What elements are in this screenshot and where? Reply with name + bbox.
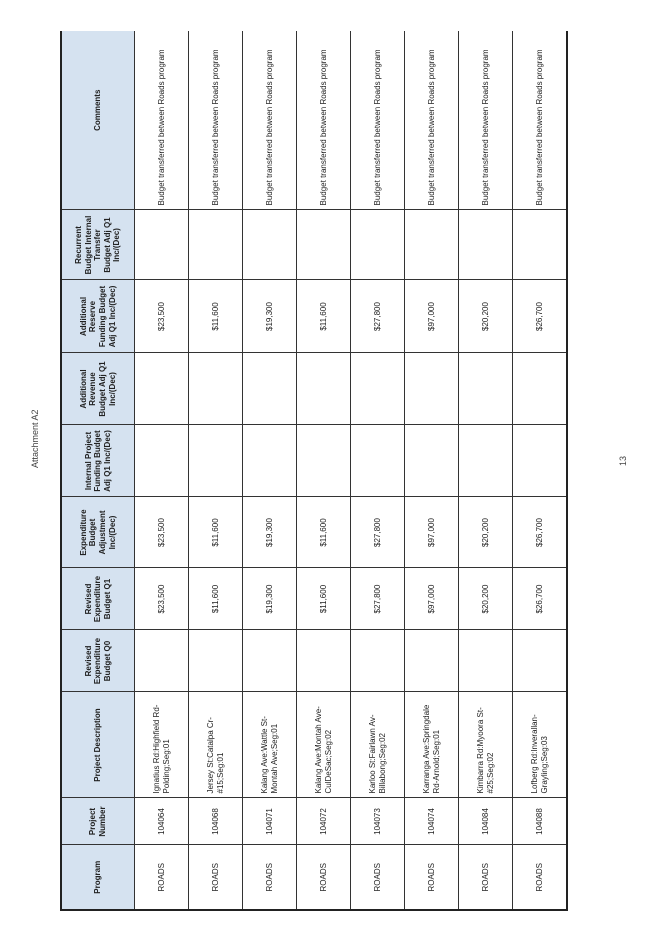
col-internal-project-funding: Internal Project Funding Budget Adj Q1 Inc/(Dec) bbox=[61, 425, 135, 497]
cell-expenditure-adjustment: $11,600 bbox=[297, 497, 351, 568]
cell-project-number: 104088 bbox=[513, 798, 568, 845]
cell-program: ROADS bbox=[135, 845, 189, 910]
cell-additional-reserve: $20,200 bbox=[459, 280, 513, 353]
col-additional-revenue: Additional Revenue Budget Adj Q1 Inc/(Dec) bbox=[61, 353, 135, 425]
cell-project-number: 104074 bbox=[405, 798, 459, 845]
cell-project-description: Kalang Ave:Montah Ave-CulDeSac;Seg:02 bbox=[297, 692, 351, 798]
cell-recurrent-transfer bbox=[135, 210, 189, 280]
cell-additional-reserve: $19,300 bbox=[243, 280, 297, 353]
cell-internal-project-funding bbox=[243, 425, 297, 497]
cell-expenditure-adjustment: $23,500 bbox=[135, 497, 189, 568]
cell-revised-q1: $20,200 bbox=[459, 568, 513, 630]
cell-internal-project-funding bbox=[351, 425, 405, 497]
cell-program: ROADS bbox=[189, 845, 243, 910]
cell-additional-revenue bbox=[405, 353, 459, 425]
cell-project-description: Karloo St:Fairlawn Av-Billabong;Seg:02 bbox=[351, 692, 405, 798]
cell-additional-reserve: $26,700 bbox=[513, 280, 568, 353]
cell-comments: Budget transferred between Roads program bbox=[405, 31, 459, 210]
cell-comments: Budget transferred between Roads program bbox=[513, 31, 568, 210]
cell-recurrent-transfer bbox=[513, 210, 568, 280]
cell-additional-reserve: $27,800 bbox=[351, 280, 405, 353]
col-project-description: Project Description bbox=[61, 692, 135, 798]
cell-additional-revenue bbox=[351, 353, 405, 425]
cell-project-number: 104068 bbox=[189, 798, 243, 845]
cell-comments: Budget transferred between Roads program bbox=[459, 31, 513, 210]
col-project-number: Project Number bbox=[61, 798, 135, 845]
page-number: 13 bbox=[618, 456, 628, 467]
cell-comments: Budget transferred between Roads program bbox=[243, 31, 297, 210]
cell-revised-q0 bbox=[243, 630, 297, 692]
table-row bbox=[351, 31, 405, 910]
col-revised-q0: Revised Expenditure Budget Q0 bbox=[61, 630, 135, 692]
cell-comments: Budget transferred between Roads program bbox=[189, 31, 243, 210]
col-comments: Comments bbox=[61, 31, 135, 210]
cell-additional-reserve: $97,000 bbox=[405, 280, 459, 353]
cell-comments: Budget transferred between Roads program bbox=[297, 31, 351, 210]
cell-project-description: Kimbarra Rd:Myoora St-#25;Seg:02 bbox=[459, 692, 513, 798]
cell-additional-revenue bbox=[243, 353, 297, 425]
cell-revised-q1: $11,600 bbox=[189, 568, 243, 630]
cell-revised-q0 bbox=[459, 630, 513, 692]
cell-program: ROADS bbox=[405, 845, 459, 910]
table-row bbox=[297, 31, 351, 910]
cell-program: ROADS bbox=[297, 845, 351, 910]
cell-additional-reserve: $11,600 bbox=[189, 280, 243, 353]
cell-revised-q1: $27,800 bbox=[351, 568, 405, 630]
cell-revised-q1: $23,500 bbox=[135, 568, 189, 630]
col-program: Program bbox=[61, 845, 135, 910]
cell-internal-project-funding bbox=[513, 425, 568, 497]
cell-project-description: Ignatius Rd:Highfield Rd-Polding;Seg:01 bbox=[135, 692, 189, 798]
cell-expenditure-adjustment: $27,800 bbox=[351, 497, 405, 568]
cell-revised-q0 bbox=[513, 630, 568, 692]
cell-revised-q1: $11,600 bbox=[297, 568, 351, 630]
table-row bbox=[135, 31, 189, 910]
cell-project-number: 104064 bbox=[135, 798, 189, 845]
cell-expenditure-adjustment: $26,700 bbox=[513, 497, 568, 568]
cell-recurrent-transfer bbox=[297, 210, 351, 280]
cell-project-description: Kalang Ave:Wattle St-Montah Ave;Seg:01 bbox=[243, 692, 297, 798]
cell-project-number: 104071 bbox=[243, 798, 297, 845]
table-row bbox=[243, 31, 297, 910]
table-frame bbox=[60, 31, 568, 911]
cell-expenditure-adjustment: $20,200 bbox=[459, 497, 513, 568]
cell-expenditure-adjustment: $97,000 bbox=[405, 497, 459, 568]
cell-program: ROADS bbox=[351, 845, 405, 910]
cell-additional-revenue bbox=[135, 353, 189, 425]
cell-project-description: Lofberg Rd:Inverallan-Grayling;Seg:03 bbox=[513, 692, 568, 798]
cell-internal-project-funding bbox=[189, 425, 243, 497]
cell-revised-q0 bbox=[189, 630, 243, 692]
cell-program: ROADS bbox=[459, 845, 513, 910]
cell-recurrent-transfer bbox=[189, 210, 243, 280]
cell-additional-revenue bbox=[297, 353, 351, 425]
cell-recurrent-transfer bbox=[459, 210, 513, 280]
cell-revised-q0 bbox=[351, 630, 405, 692]
cell-revised-q1: $19,300 bbox=[243, 568, 297, 630]
cell-project-number: 104072 bbox=[297, 798, 351, 845]
cell-comments: Budget transferred between Roads program bbox=[135, 31, 189, 210]
cell-revised-q1: $26,700 bbox=[513, 568, 568, 630]
cell-additional-revenue bbox=[459, 353, 513, 425]
cell-project-description: Karranga Ave:Springdale Rd-Arnold;Seg:01 bbox=[405, 692, 459, 798]
col-revised-q1: Revised Expenditure Budget Q1 bbox=[61, 568, 135, 630]
cell-project-number: 104073 bbox=[351, 798, 405, 845]
rotated-page bbox=[60, 31, 568, 911]
cell-additional-reserve: $23,500 bbox=[135, 280, 189, 353]
budget-adjustment-table bbox=[60, 31, 568, 911]
cell-revised-q1: $97,000 bbox=[405, 568, 459, 630]
table-row bbox=[459, 31, 513, 910]
col-recurrent-transfer: Recurrent Budget Internal Transfer Budget Adj Q1 Inc/(Dec) bbox=[61, 210, 135, 280]
cell-project-description: Jersey St:Catalpa Cr-#15;Seg:01 bbox=[189, 692, 243, 798]
cell-additional-reserve: $11,600 bbox=[297, 280, 351, 353]
cell-internal-project-funding bbox=[297, 425, 351, 497]
cell-program: ROADS bbox=[513, 845, 568, 910]
cell-additional-revenue bbox=[513, 353, 568, 425]
cell-expenditure-adjustment: $11,600 bbox=[189, 497, 243, 568]
attachment-label: Attachment A2 bbox=[30, 409, 40, 468]
cell-expenditure-adjustment: $19,300 bbox=[243, 497, 297, 568]
cell-revised-q0 bbox=[297, 630, 351, 692]
cell-internal-project-funding bbox=[135, 425, 189, 497]
cell-internal-project-funding bbox=[459, 425, 513, 497]
cell-project-number: 104084 bbox=[459, 798, 513, 845]
cell-recurrent-transfer bbox=[405, 210, 459, 280]
col-expenditure-adjustment: Expenditure Budget Adjustment Inc/(Dec) bbox=[61, 497, 135, 568]
table-row bbox=[405, 31, 459, 910]
col-additional-reserve: Additional Reserve Funding Budget Adj Q1 Inc/(Dec) bbox=[61, 280, 135, 353]
cell-internal-project-funding bbox=[405, 425, 459, 497]
cell-revised-q0 bbox=[405, 630, 459, 692]
cell-revised-q0 bbox=[135, 630, 189, 692]
header-row bbox=[61, 31, 135, 910]
cell-comments: Budget transferred between Roads program bbox=[351, 31, 405, 210]
table-row bbox=[189, 31, 243, 910]
cell-program: ROADS bbox=[243, 845, 297, 910]
cell-additional-revenue bbox=[189, 353, 243, 425]
table-row bbox=[513, 31, 568, 910]
cell-recurrent-transfer bbox=[243, 210, 297, 280]
cell-recurrent-transfer bbox=[351, 210, 405, 280]
